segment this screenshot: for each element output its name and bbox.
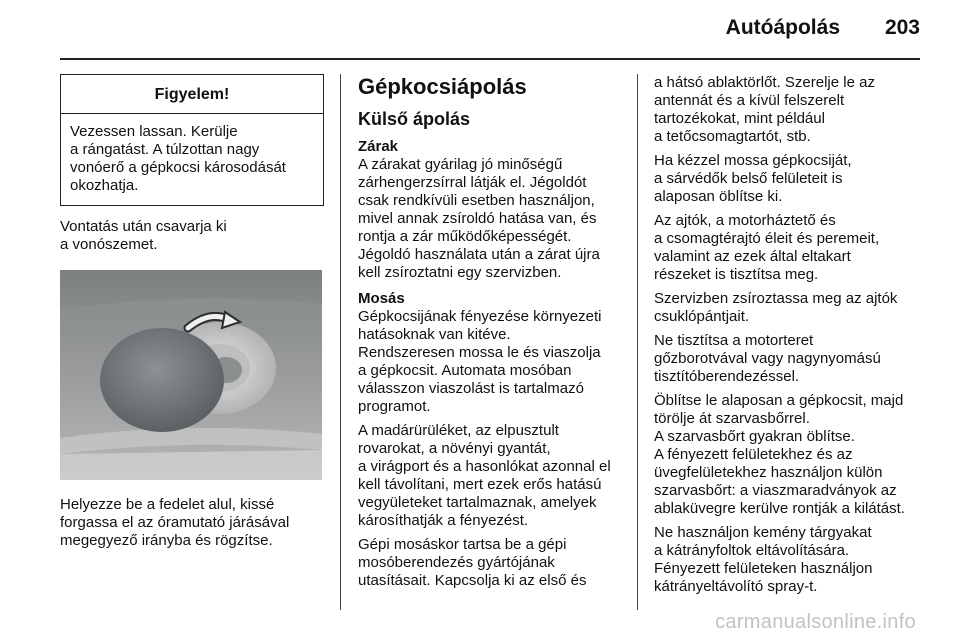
washing-text-1: Gépkocsijának fényezése környezeti hatásoknak van kitéve. Rendszeresen mossa le és viaszolja a gépkocsit. Automata mosóban válasszon viaszolást is tartalmazó programot. [358,308,602,415]
washing-text-7: Szervizben zsíroztassa meg az ajtók csuklópántjait. [654,290,898,325]
column-divider-1 [340,74,341,610]
towing-eye-cover-photo [60,270,322,480]
warning-title: Figyelem! [61,75,323,114]
washing-text-6: Az ajtók, a motorháztető és a csomagtérajtó éleit és peremeit, valamint az ezek által eltakart részeket is tisztítsa meg. [654,212,880,283]
chapter-heading: Gépkocsiápolás [358,74,527,99]
washing-text-10: Ne használjon kemény tárgyakat a kátrányfoltok eltávolítására. Fényezett felületeken használjon kátrányeltávolító spray-t. [654,524,873,595]
warning-text: Vezessen lassan. Kerülje a rángatást. A túlzottan nagy vonóerő a gépkocsi károsodását okozhatja. [70,123,286,194]
site-watermark: carmanualsonline.info [715,611,916,633]
washing-text-4: a hátsó ablaktörlőt. Szerelje le az antennát és a kívül felszerelt tartozékokat, mint például a tetőcsomagtartót, stb. [654,74,875,145]
warning-box [60,74,324,206]
header-divider [60,58,920,60]
locks-text: A zárakat gyárilag jó minőségű zárhengerzsírral látják el. Jégoldót csak rendkívüli esetben használjon, mivel annak zsíroldó hatása van, és rontja a zár működőképességét. Jégoldó használata után a zárat újra kell zsíroztatni egy szervizben. [358,156,600,281]
section-title: Autóápolás [725,16,840,39]
subsection-heading: Külső ápolás [358,109,471,129]
column-2 [358,74,620,590]
heading-washing: Mosás [358,290,405,307]
towing-eye-cover-illustration [60,270,322,480]
column-divider-2 [637,74,638,610]
column-3 [654,74,924,596]
washing-text-8: Ne tisztítsa a motorteret gőzborotvával vagy nagynyomású tisztítóberendezéssel. [654,332,881,385]
washing-text-2: A madárürüléket, az elpusztult rovarokat, a növényi gyantát, a virágport és a hasonlókat azonnal el kell távolítani, mert ezek erős hatású vegyületeket tartalmaznak, amelyek károsíthatják a fényezést. [358,422,611,529]
cover-insert-text: Helyezze be a fedelet alul, kissé forgassa el az óramutató járásával megegyező irányba és rögzítse. [60,496,290,549]
washing-text-9: Öblítse le alaposan a gépkocsit, majd törölje át szarvasbőrrel. A szarvasbőrt gyakran öblítse. A fényezett felületekhez és az üvegfelületekhez használjon külön szarvasbőrt: a viaszmaradványok az ablaküvegre kerülve rontják a kilátást. [654,392,905,517]
column-1 [60,74,324,550]
page-number: 203 [884,16,920,39]
towing-eye-unscrew-text: Vontatás után csavarja ki a vonószemet. [60,218,227,253]
washing-text-5: Ha kézzel mossa gépkocsiját, a sárvédők belső felületeit is alaposan öblítse ki. [654,152,852,205]
washing-text-3: Gépi mosáskor tartsa be a gépi mosóberendezés gyártójának utasításait. Kapcsolja ki az első és [358,536,587,589]
heading-locks: Zárak [358,138,399,155]
